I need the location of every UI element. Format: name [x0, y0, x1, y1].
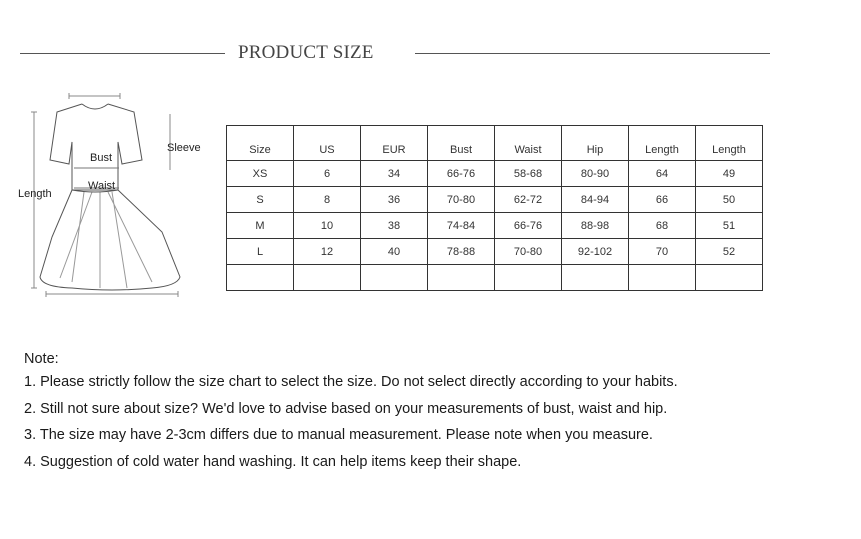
column-header: Bust [428, 126, 495, 161]
note-item: 1. Please strictly follow the size chart to select the size. Do not select directly according to your habits. [24, 374, 678, 390]
table-cell: 62-72 [495, 187, 562, 213]
table-cell: 40 [361, 239, 428, 265]
column-header: Length [629, 126, 696, 161]
table-cell [495, 265, 562, 291]
table-cell: 51 [696, 213, 763, 239]
table-cell [294, 265, 361, 291]
title-rule-left [20, 53, 225, 54]
column-header: Waist [495, 126, 562, 161]
column-header: Size [227, 126, 294, 161]
column-header: US [294, 126, 361, 161]
table-cell: S [227, 187, 294, 213]
table-row [227, 213, 763, 239]
table-cell: XS [227, 161, 294, 187]
note-item: 4. Suggestion of cold water hand washing. It can help items keep their shape. [24, 453, 522, 470]
table-cell: 80-90 [562, 161, 629, 187]
table-cell: 36 [361, 187, 428, 213]
table-cell: 50 [696, 187, 763, 213]
table-cell [428, 265, 495, 291]
table-cell: 8 [294, 187, 361, 213]
table-cell: L [227, 239, 294, 265]
table-row [227, 265, 763, 291]
dress-outline-drawing [12, 92, 218, 312]
table-cell: 52 [696, 239, 763, 265]
table-cell: 74-84 [428, 213, 495, 239]
table-cell: 66-76 [495, 213, 562, 239]
table-cell: 38 [361, 213, 428, 239]
table-cell [562, 265, 629, 291]
table-cell: 88-98 [562, 213, 629, 239]
table-cell [696, 265, 763, 291]
table-cell: 92-102 [562, 239, 629, 265]
table-cell: 12 [294, 239, 361, 265]
table-cell: 70-80 [428, 187, 495, 213]
table-cell: 34 [361, 161, 428, 187]
title-rule-right [415, 53, 770, 54]
table-header-row [227, 126, 763, 161]
page-title: PRODUCT SIZE [238, 42, 374, 63]
note-item: 3. The size may have 2-3cm differs due to manual measurement. Please note when you measure. [24, 427, 653, 443]
size-chart-table-wrapper [226, 125, 763, 291]
notes-heading: Note: [24, 351, 59, 367]
care-notes [24, 350, 678, 479]
table-cell: 66-76 [428, 161, 495, 187]
table-cell: 6 [294, 161, 361, 187]
length-label: Length [18, 188, 52, 200]
table-cell: 49 [696, 161, 763, 187]
table-row [227, 161, 763, 187]
table-cell [361, 265, 428, 291]
table-cell: 70 [629, 239, 696, 265]
table-row [227, 187, 763, 213]
table-row [227, 239, 763, 265]
table-cell: 84-94 [562, 187, 629, 213]
sleeve-label: Sleeve [167, 142, 201, 154]
table-cell: 10 [294, 213, 361, 239]
table-cell: 70-80 [495, 239, 562, 265]
size-chart-table [226, 125, 763, 291]
dress-measurement-figure [12, 92, 218, 312]
table-cell: 64 [629, 161, 696, 187]
bust-label: Bust [90, 152, 113, 164]
note-item: 2. Still not sure about size? We'd love to advise based on your measurements of bust, waist and hip. [24, 400, 668, 417]
table-cell: 58-68 [495, 161, 562, 187]
column-header: Length [696, 126, 763, 161]
table-cell: 66 [629, 187, 696, 213]
table-cell [227, 265, 294, 291]
table-cell: 78-88 [428, 239, 495, 265]
table-cell: M [227, 213, 294, 239]
column-header: Hip [562, 126, 629, 161]
table-cell [629, 265, 696, 291]
table-cell: 68 [629, 213, 696, 239]
waist-label: Waist [88, 180, 116, 192]
column-header: EUR [361, 126, 428, 161]
